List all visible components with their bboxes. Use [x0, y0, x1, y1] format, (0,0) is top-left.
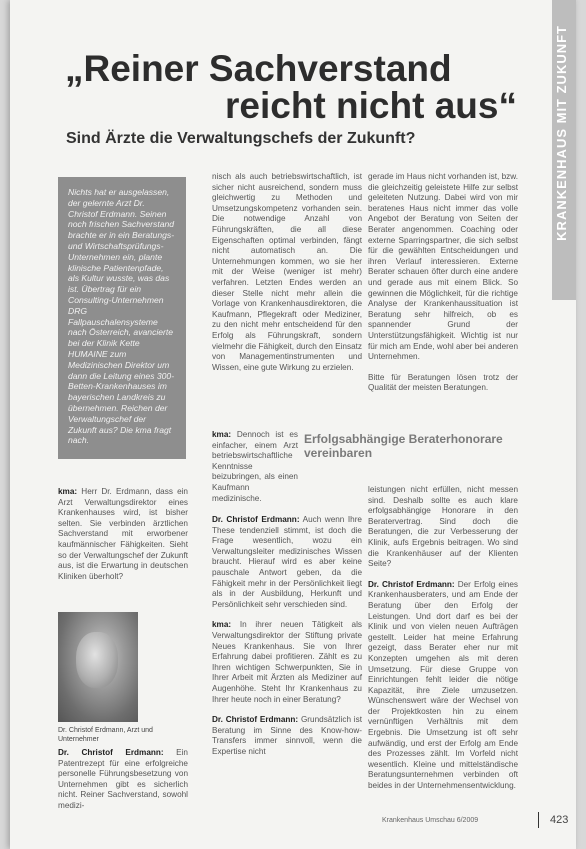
question-lead: kma:	[58, 487, 78, 496]
answer-text: Der Erfolg eines Krankenhausberaters, und am Ende der Beratung über den Erfolg der Leistungen. Und dort darf es bei der Klinik und von vielen neuen Aufträgen gestellt. Leider hat meine Erfahrung gezeigt, dass Berater eher nur mit Konzepten umgehen als mit deren Umsetzung. Für diese Gruppe von Einrichtungen fehlt leider die nötige Kapazität, ihre Ziele umzusetzen. Wünschenswert wäre der Wechsel von der Projektkosten hin zu einem vernünftigen Verhältnis mit dem Ergebnis. Die Umsetzung ist oft sehr aufwändig, und erst der Erfolg am Ende des Prozesses zählt. Im Vorfeld nicht wesentlich. Kleine und mittelständische Beratungsunternehmen verbinden oft beides in der Unternehmensentwicklung.	[368, 579, 518, 791]
section-subheading: Erfolgsabhängige Beraterhonorare vereinbaren	[304, 432, 503, 460]
question-text: In ihrer neuen Tätigkeit als Verwaltungsdirektor der Stiftung private Neues Krankenhaus. Sie von Ihrer Erfahrung dabei profitieren. Zählt es zu Ihren wichtigen Schwerpunkten, Sie in Ihrer Arbeit mit Ärzten als Mediziner auf Augenhöhe. Steht Ihr Krankenhaus zu Ihrer heute noch in einer Beratung?	[212, 620, 362, 704]
headline-line-1: „Reiner Sachverstand	[65, 48, 452, 89]
body-paragraph: leistungen nicht erfüllen, nicht messen sind. Deshalb sollte es auch klare erfolgsabhängige Honorare in den Beratervertrag. Sind doch die Beratungen, die zur Verbesserung der Klinik, aufs Ergebnis beitragen. Wo sind die Krankenhäuser auf der Klienten Seite?	[368, 485, 518, 569]
answer-text: Ein Patentrezept für eine erfolgreiche personelle Führungsbesetzung von Unternehmen gibt es sicherlich nicht. Reiner Sachverstand, sowohl medizi-	[58, 748, 188, 810]
answer-text: Auch wenn Ihre These tendenziell stimmt, ist doch die Frage wesentlich, wozu ein Verwaltungsleiter medizinisches Wissen braucht. Hierauf wird es aber keine pauschale Antwort geben, da die Fähigkeit mehr in der Persönlichkeit liegt als in der Ausbildung, Herkunft und Persönlichkeit sehr verschieden sind.	[212, 515, 362, 609]
column-1-question	[58, 487, 188, 592]
column-2-question	[212, 430, 298, 514]
column-2-text	[212, 172, 362, 383]
question-lead: kma:	[212, 620, 232, 630]
column-3-text	[368, 172, 518, 404]
body-paragraph: nisch als auch betriebswirtschaftlich, ist sicher nicht ausreichend, sondern muss gleichwertig zu Methoden und Umsetzungskompetenz vorhanden sein. Die notwendige Anzahl von Führungskräften, die all diese Eigenschaften optimal verbinden, fängt nicht automatisch an. Die Unternehmungen kommen, wo sie her mit der Weise (weniger ist mehr) verfahren. Letzten Endes werden an dieser Stelle nicht mehr allein die Vorlage von Krankenhausdirektoren, die Kaufmann, Pflegekraft oder Mediziner, zu den nicht mehr entscheidend für den Erfolg als Führungskraft, sondern vielmehr die Fähigkeit, durch den Einsatz von Managementinstrumenten und Wissen, eine gute Wirkung zu erzielen.	[212, 172, 362, 372]
answer-text: Grundsätzlich ist Beratung im Sinne des Know-how-Transfers immer sinnvoll, wenn die Expertise nicht	[212, 715, 362, 756]
headline-line-2: reicht nicht aus“	[225, 85, 517, 126]
portrait-photo	[58, 612, 138, 722]
body-paragraph-2: Bitte für Beratungen lösen trotz der Qualität der meisten Beratungen.	[368, 372, 518, 393]
column-1-answer	[58, 748, 188, 822]
footer-divider	[538, 812, 539, 828]
answer-lead: Dr. Christof Erdmann:	[368, 579, 455, 589]
section-tab	[552, 0, 576, 300]
photo-caption: Dr. Christof Erdmann, Arzt und Unternehmer	[58, 727, 153, 743]
answer-lead: Dr. Christof Erdmann:	[212, 715, 299, 725]
intro-text: Nichts hat er ausgelassen, der gelernte Arzt Dr. Christof Erdmann. Seinen noch frischen Sachverstand brachte er in ein Beratungs- und Wirtschaftsprüfungs-Unternehmen ein, plante klinische Patientenpfade, als Kultur wusste, was das ist. Übertrag für ein Consulting-Unternehmen DRG Fallpauschalensysteme nach Österreich, avancierte bei der Klinik Kette HUMAINE zum Medizinischen Direktor um dann die Leitung eines 300-Betten-Krankenhauses im bayerischen Landkreis zu übernehmen. Reichen der Verwaltungschef der Zukunft aus? Die kma fragt nach.	[68, 187, 175, 446]
section-label: KRANKENHAUS MIT ZUKUNFT	[554, 25, 569, 241]
column-3-continued	[368, 485, 518, 802]
body-paragraph: gerade im Haus nicht vorhanden ist, bzw. die gleichzeitig geleistete Hilfe zur selbst geleiteten Nutzung. Dabei wird von mir beratenes Haus nicht immer das volle Angebot der Beratung von Seiten der Berater angenommen. Coaching oder externe Sparringspartner, die sich selbst für die gewählten Entscheidungen und ihren Verlauf interessieren. Externe Berater schauen öfter durch eine andere und gerade aus mit einem Blick. So gewinnen die Möglichkeit, für die richtige Analyse der Krankenhaussituation ist Beratung sehr hilfreich, ob es spannender Grund der Unterstützungsfähigkeit. Wichtig ist nur für mich am Ende, wohl aber bei anderen Unternehmen.	[368, 172, 518, 362]
magazine-page	[10, 0, 576, 849]
answer-lead: Dr. Christof Erdmann:	[58, 748, 164, 757]
intro-box	[58, 177, 186, 459]
page-number: 423	[550, 814, 569, 826]
answer-lead: Dr. Christof Erdmann:	[212, 515, 300, 524]
footer-publication: Krankenhaus Umschau 6/2009	[382, 817, 479, 824]
column-2-answers	[212, 515, 362, 767]
question-lead: kma:	[212, 430, 232, 439]
question-text: Herr Dr. Erdmann, dass ein Arzt Verwaltungsdirektor eines Krankenhauses wird, ist bisher selten. Sie verbinden ärztlichen Sachverstand mit erworbener kaufmännischer Fähigkeiten. Sieht so der Verwaltungschef der Zukunft aus, ist die Erwartung in deutschen Kliniken überholt?	[58, 487, 188, 581]
question-text: Dennoch ist es einfacher, einem Arzt betriebswirtschaftliche Kenntnisse beizubringen, als einen Kaufmann medizinische.	[212, 430, 298, 503]
portrait-face	[76, 632, 118, 688]
subheadline: Sind Ärzte die Verwaltungschefs der Zukunft?	[66, 130, 416, 147]
